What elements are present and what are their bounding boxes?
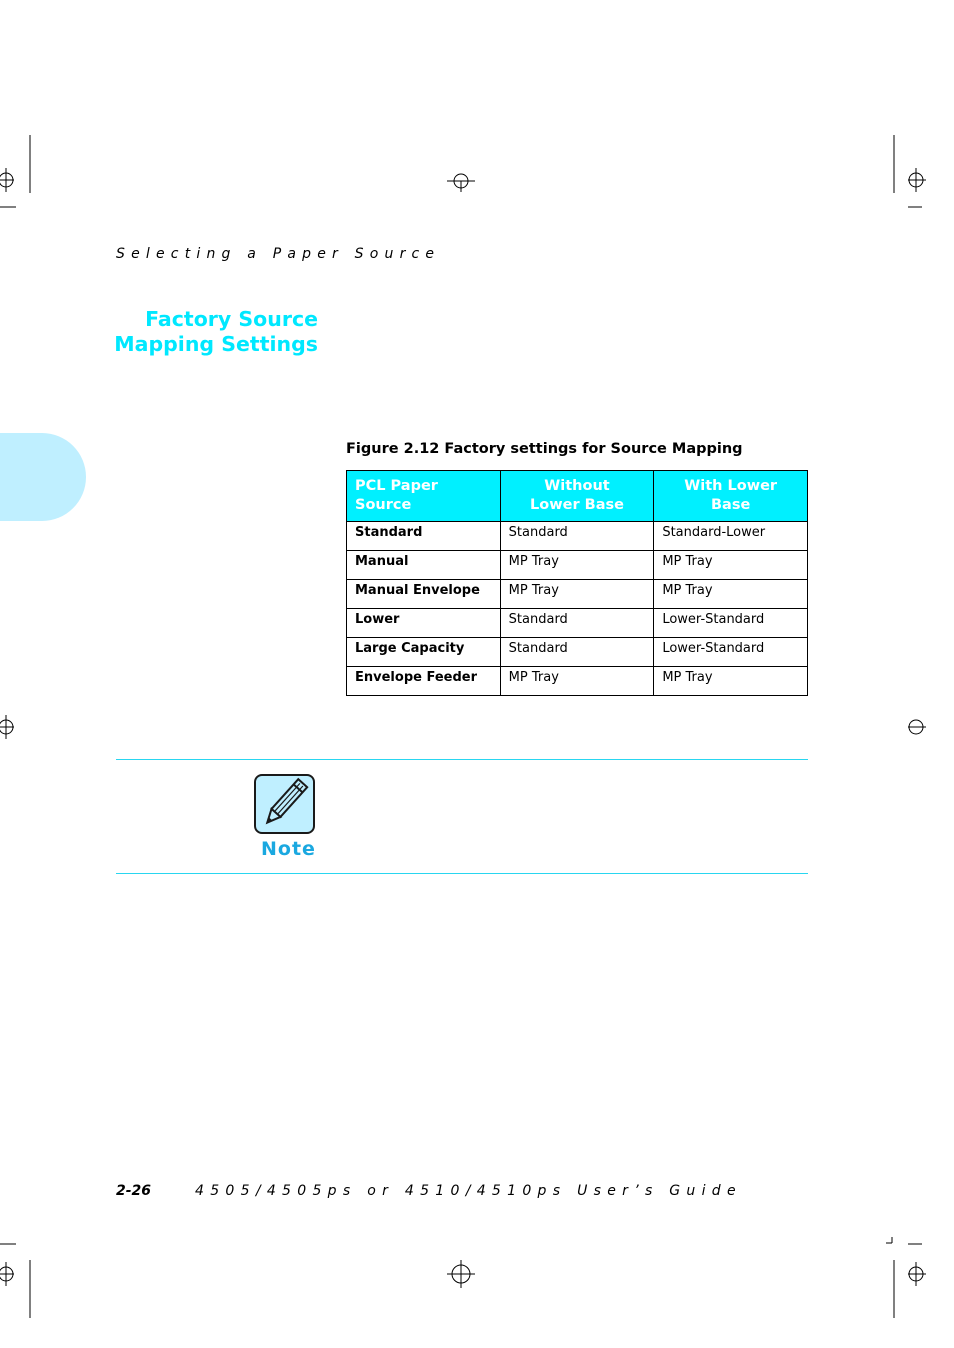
table-cell: Large Capacity	[347, 638, 501, 667]
running-header: Selecting a Paper Source	[116, 246, 441, 262]
guide-title: 4505/4505ps or 4510/4510ps User’s Guide	[195, 1183, 742, 1199]
table-cell: MP Tray	[500, 580, 654, 609]
table-cell: MP Tray	[654, 580, 808, 609]
column-header-without-line-2: Lower Base	[530, 497, 624, 513]
table-cell: MP Tray	[500, 551, 654, 580]
table-cell: Standard	[500, 609, 654, 638]
section-title-line-2: Mapping Settings	[114, 332, 318, 356]
source-mapping-table	[346, 470, 808, 696]
table-cell: Standard	[347, 522, 501, 551]
table-cell: MP Tray	[654, 551, 808, 580]
table-row	[347, 580, 808, 609]
column-header-with-lower-base: With Lower Base	[654, 471, 808, 522]
table-header-row	[347, 471, 808, 522]
column-header-without-lower-base	[500, 471, 654, 522]
table-row	[347, 522, 808, 551]
table-cell: Lower-Standard	[654, 638, 808, 667]
section-title	[114, 307, 318, 357]
table-cell: Standard	[500, 522, 654, 551]
note-label: Note	[261, 838, 316, 860]
table-row	[347, 638, 808, 667]
note-bottom-rule	[116, 873, 808, 874]
pencil-icon	[254, 774, 315, 834]
figure-caption: Figure 2.12 Factory settings for Source Mapping	[346, 441, 743, 457]
section-title-line-1: Factory Source	[145, 307, 318, 331]
chapter-tab	[0, 433, 86, 521]
table-cell: Manual	[347, 551, 501, 580]
table-cell: Manual Envelope	[347, 580, 501, 609]
table-cell: Standard-Lower	[654, 522, 808, 551]
table-cell: Standard	[500, 638, 654, 667]
column-header-without-line-1: Without	[544, 478, 610, 494]
table-cell: Lower	[347, 609, 501, 638]
table-row	[347, 667, 808, 696]
note-top-rule	[116, 759, 808, 760]
table-cell: Lower-Standard	[654, 609, 808, 638]
column-header-pcl-source: PCL Paper Source	[347, 471, 501, 522]
page-number: 2-26	[116, 1183, 152, 1199]
table-cell: MP Tray	[500, 667, 654, 696]
table-cell: Envelope Feeder	[347, 667, 501, 696]
table-row	[347, 609, 808, 638]
table-cell: MP Tray	[654, 667, 808, 696]
table-row	[347, 551, 808, 580]
